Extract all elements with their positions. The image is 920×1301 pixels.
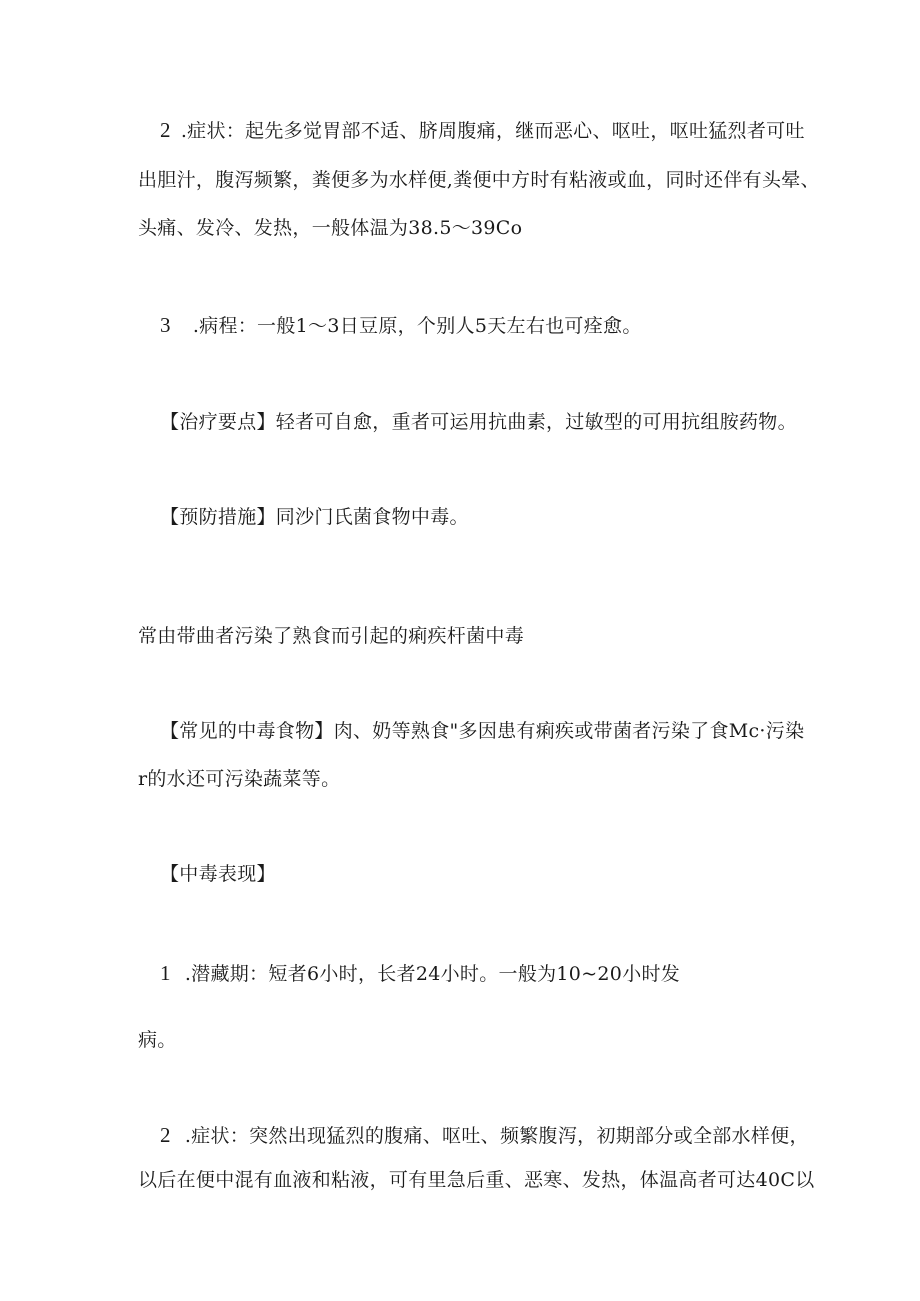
item-number: 2 (160, 118, 171, 142)
item-number: 2 (160, 1123, 171, 1147)
prevention-paragraph: 【预防措施】同沙门氏菌食物中毒。 (160, 506, 469, 528)
common-foods-line-2: r的水还可污染蔬菜等。 (138, 768, 341, 790)
treatment-paragraph: 【治疗要点】轻者可自愈，重者可运用抗曲素，过敏型的可用抗组胺药物。 (160, 411, 797, 433)
common-foods-line-1: 【常见的中毒食物】肉、奶等熟食"多因患有痢疾或带菌者污染了食Mc·污染 (160, 720, 805, 742)
manifestations-heading: 【中毒表现】 (160, 863, 276, 885)
symptoms2-text-1: .症状：突然出现猛烈的腹痛、呕吐、频繁腹泻，初期部分或全部水样便， (184, 1125, 809, 1147)
item-number: 1 (160, 961, 171, 985)
symptoms-paragraph-line-1 (160, 116, 805, 144)
symptoms-paragraph-line-3: 头痛、发冷、发热，一般体温为38.5～39Co (138, 217, 523, 239)
incubation-line-1 (160, 959, 680, 987)
course-text: .病程：一般1～3日豆原，个别人5天左右也可痊愈。 (192, 315, 642, 337)
item-number: 3 (160, 313, 171, 337)
course-paragraph (160, 311, 642, 339)
symptoms-text-1: .症状：起先多觉胃部不适、脐周腹痛，继而恶心、呕吐，呕吐猛烈者可吐 (180, 120, 805, 142)
incubation-line-2: 病。 (138, 1029, 177, 1051)
symptoms-paragraph-line-2: 出胆汁，腹泻频繁，粪便多为水样便,粪便中方时有粘液或血，同时还伴有头晕、 (138, 169, 820, 191)
symptoms2-line-1 (160, 1121, 809, 1149)
symptoms2-line-2: 以后在便中混有血液和粘液，可有里急后重、恶寒、发热，体温高者可达40C以 (138, 1169, 815, 1191)
incubation-text-1: .潜藏期：短者6小时，长者24小时。一般为10~20小时发 (184, 963, 681, 985)
section-heading: 常由带曲者污染了熟食而引起的痢疾杆菌中毒 (138, 625, 525, 647)
